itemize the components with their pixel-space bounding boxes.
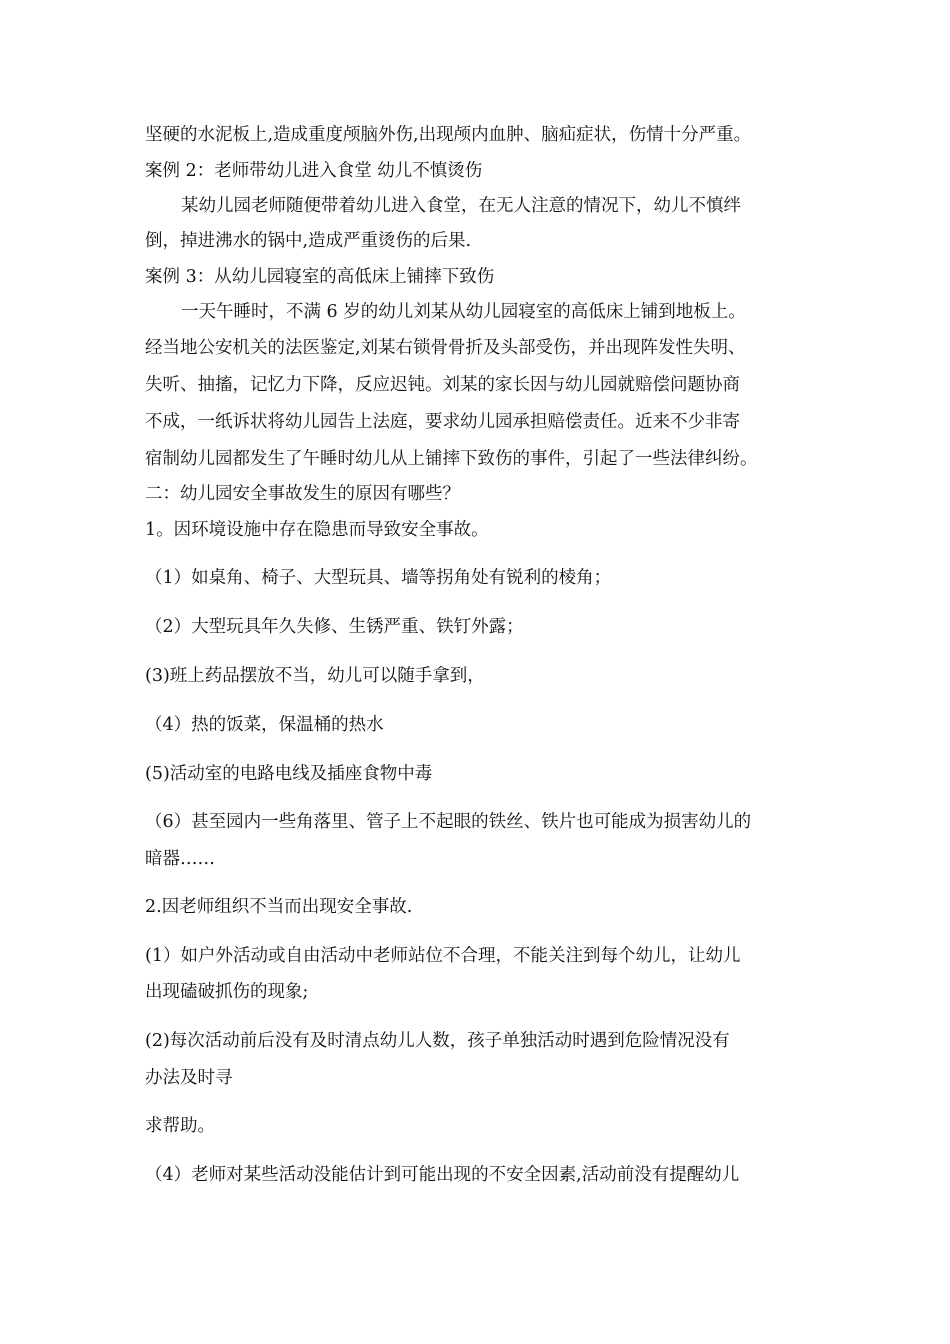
text-line: 失听、抽搐，记忆力下降，反应迟钝。刘某的家长因与幼儿园就赔偿问题协商 <box>145 375 740 395</box>
list-item: （2）大型玩具年久失修、生锈严重、铁钉外露； <box>145 617 524 637</box>
text-line: 经当地公安机关的法医鉴定,刘某右锁骨骨折及头部受伤，并出现阵发性失明、 <box>145 338 746 358</box>
case-heading: 案例 3：从幼儿园寝室的高低床上铺摔下致伤 <box>145 267 495 287</box>
list-item: (3)班上药品摆放不当，幼儿可以随手拿到， <box>145 666 485 686</box>
list-heading: 1。因环境设施中存在隐患而导致安全事故。 <box>145 520 489 540</box>
text-line: 求帮助。 <box>145 1116 215 1136</box>
text-line: 某幼儿园老师随便带着幼儿进入食堂，在无人注意的情况下，幼儿不慎绊 <box>181 196 741 216</box>
text-line: 不成，一纸诉状将幼儿园告上法庭，要求幼儿园承担赔偿责任。近来不少非寄 <box>145 412 740 432</box>
text-line: 坚硬的水泥板上,造成重度颅脑外伤,出现颅内血肿、脑疝症状，伤情十分严重。 <box>145 125 752 145</box>
list-item: （1）如桌角、椅子、大型玩具、墙等拐角处有锐利的棱角； <box>145 568 612 588</box>
list-item: （4）热的饭菜，保温桶的热水 <box>145 715 384 735</box>
text-line: 一天午睡时，不满 6 岁的幼儿刘某从幼儿园寝室的高低床上铺到地板上。 <box>181 302 746 322</box>
list-item: （4）老师对某些活动没能估计到可能出现的不安全因素,活动前没有提醒幼儿 <box>145 1165 740 1185</box>
section-heading: 二：幼儿园安全事故发生的原因有哪些？ <box>145 484 460 504</box>
list-item: （6）甚至园内一些角落里、管子上不起眼的铁丝、铁片也可能成为损害幼儿的 <box>145 812 752 832</box>
text-line: 办法及时寻 <box>145 1068 233 1088</box>
text-line: 宿制幼儿园都发生了午睡时幼儿从上铺摔下致伤的事件，引起了一些法律纠纷。 <box>145 449 758 469</box>
text-line: 出现磕破抓伤的现象; <box>145 982 309 1002</box>
list-item: (5)活动室的电路电线及插座食物中毒 <box>145 764 433 784</box>
list-item: (1）如户外活动或自由活动中老师站位不合理，不能关注到每个幼儿，让幼儿 <box>145 946 741 966</box>
text-line: 暗器…… <box>145 849 215 869</box>
list-item: (2)每次活动前后没有及时清点幼儿人数，孩子单独活动时遇到危险情况没有 <box>145 1031 730 1051</box>
case-heading: 案例 2：老师带幼儿进入食堂 幼儿不慎烫伤 <box>145 161 483 181</box>
text-line: 倒，掉进沸水的锅中,造成严重烫伤的后果. <box>145 231 472 251</box>
list-heading: 2.因老师组织不当而出现安全事故. <box>145 897 413 917</box>
